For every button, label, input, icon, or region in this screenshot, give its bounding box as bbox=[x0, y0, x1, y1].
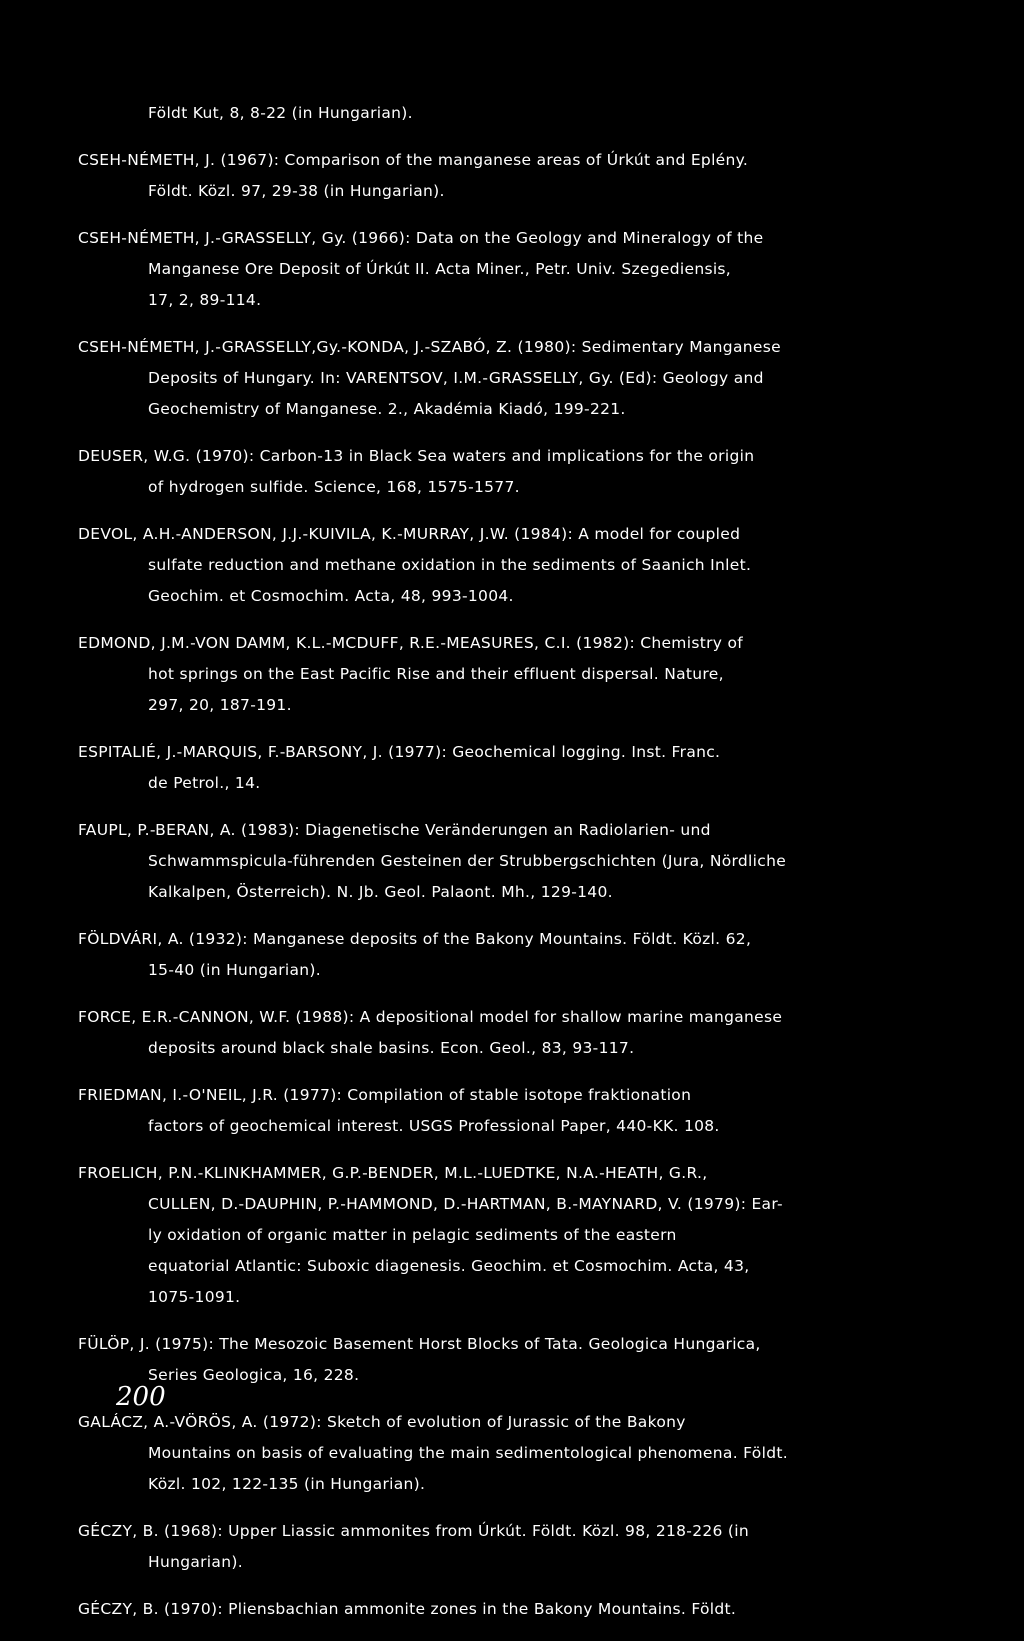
reference-entry bbox=[78, 519, 958, 612]
reference-line: ESPITALIÉ, J.-MARQUIS, F.-BARSONY, J. (1977): Geochemical logging. Inst. Franc. bbox=[78, 743, 721, 761]
reference-line: Kalkalpen, Österreich). N. Jb. Geol. Palaont. Mh., 129-140. bbox=[148, 883, 613, 901]
reference-entry bbox=[78, 1002, 958, 1064]
reference-line: GÉCZY, B. (1970): Pliensbachian ammonite zones in the Bakony Mountains. Földt. bbox=[78, 1600, 737, 1618]
reference-line: 15-40 (in Hungarian). bbox=[148, 961, 321, 979]
reference-line: sulfate reduction and methane oxidation in the sediments of Saanich Inlet. bbox=[148, 556, 752, 574]
reference-line: 17, 2, 89-114. bbox=[148, 291, 262, 309]
reference-entry bbox=[78, 737, 958, 799]
reference-line: 1075-1091. bbox=[148, 1288, 241, 1306]
reference-line: Schwammspicula-führenden Gesteinen der Strubbergschichten (Jura, Nördliche bbox=[148, 852, 787, 870]
reference-line: Közl. 102, 122-135 (in Hungarian). bbox=[148, 1475, 426, 1493]
reference-line: DEVOL, A.H.-ANDERSON, J.J.-KUIVILA, K.-MURRAY, J.W. (1984): A model for coupled bbox=[78, 525, 741, 543]
reference-line: deposits around black shale basins. Econ. Geol., 83, 93-117. bbox=[148, 1039, 635, 1057]
reference-line: Manganese Ore Deposit of Úrkút II. Acta Miner., Petr. Univ. Szegediensis, bbox=[148, 260, 732, 278]
reference-entry bbox=[78, 145, 958, 207]
reference-line: Földt Kut, 8, 8-22 (in Hungarian). bbox=[148, 104, 413, 122]
reference-line: equatorial Atlantic: Suboxic diagenesis. Geochim. et Cosmochim. Acta, 43, bbox=[148, 1257, 750, 1275]
reference-line: 297, 20, 187-191. bbox=[148, 696, 292, 714]
reference-entry bbox=[78, 815, 958, 908]
reference-line: CSEH-NÉMETH, J. (1967): Comparison of the manganese areas of Úrkút and Eplény. bbox=[78, 151, 749, 169]
reference-entry bbox=[78, 628, 958, 721]
reference-entry bbox=[78, 223, 958, 316]
reference-entry bbox=[78, 1329, 958, 1391]
reference-list bbox=[78, 98, 958, 1641]
reference-line: CULLEN, D.-DAUPHIN, P.-HAMMOND, D.-HARTMAN, B.-MAYNARD, V. (1979): Ear- bbox=[148, 1195, 783, 1213]
reference-line: factors of geochemical interest. USGS Professional Paper, 440-KK. 108. bbox=[148, 1117, 720, 1135]
reference-entry bbox=[78, 924, 958, 986]
reference-line: FÖLDVÁRI, A. (1932): Manganese deposits of the Bakony Mountains. Földt. Közl. 62, bbox=[78, 930, 752, 948]
reference-line: Geochemistry of Manganese. 2., Akadémia Kiadó, 199-221. bbox=[148, 400, 626, 418]
reference-line: GÉCZY, B. (1968): Upper Liassic ammonites from Úrkút. Földt. Közl. 98, 218-226 (in bbox=[78, 1522, 749, 1540]
reference-entry bbox=[78, 1594, 958, 1625]
reference-entry bbox=[78, 441, 958, 503]
reference-line: Deposits of Hungary. In: VARENTSOV, I.M.-GRASSELLY, Gy. (Ed): Geology and bbox=[148, 369, 764, 387]
reference-entry bbox=[78, 332, 958, 425]
page-number: 200 bbox=[116, 1382, 166, 1412]
reference-line: FORCE, E.R.-CANNON, W.F. (1988): A depositional model for shallow marine manganese bbox=[78, 1008, 783, 1026]
reference-line: CSEH-NÉMETH, J.-GRASSELLY, Gy. (1966): Data on the Geology and Mineralogy of the bbox=[78, 229, 764, 247]
reference-line: of hydrogen sulfide. Science, 168, 1575-1577. bbox=[148, 478, 520, 496]
reference-line: Földt. Közl. 97, 29-38 (in Hungarian). bbox=[148, 182, 445, 200]
reference-entry bbox=[78, 98, 958, 129]
reference-line: de Petrol., 14. bbox=[148, 774, 261, 792]
reference-entry bbox=[78, 1080, 958, 1142]
reference-entry bbox=[78, 1158, 958, 1313]
reference-line: Series Geologica, 16, 228. bbox=[148, 1366, 360, 1384]
reference-line: FRIEDMAN, I.-O'NEIL, J.R. (1977): Compilation of stable isotope fraktionation bbox=[78, 1086, 692, 1104]
reference-line: CSEH-NÉMETH, J.-GRASSELLY,Gy.-KONDA, J.-SZABÓ, Z. (1980): Sedimentary Manganese bbox=[78, 338, 781, 356]
reference-line: hot springs on the East Pacific Rise and their effluent dispersal. Nature, bbox=[148, 665, 724, 683]
reference-entry bbox=[78, 1407, 958, 1500]
reference-line: DEUSER, W.G. (1970): Carbon-13 in Black Sea waters and implications for the origin bbox=[78, 447, 755, 465]
reference-line: FÜLÖP, J. (1975): The Mesozoic Basement Horst Blocks of Tata. Geologica Hungarica, bbox=[78, 1335, 761, 1353]
reference-entry bbox=[78, 1516, 958, 1578]
reference-line: ly oxidation of organic matter in pelagic sediments of the eastern bbox=[148, 1226, 677, 1244]
reference-line: Hungarian). bbox=[148, 1553, 243, 1571]
reference-line: FAUPL, P.-BERAN, A. (1983): Diagenetische Veränderungen an Radiolarien- und bbox=[78, 821, 711, 839]
reference-line: EDMOND, J.M.-VON DAMM, K.L.-MCDUFF, R.E.-MEASURES, C.I. (1982): Chemistry of bbox=[78, 634, 743, 652]
reference-line: Geochim. et Cosmochim. Acta, 48, 993-1004. bbox=[148, 587, 514, 605]
reference-line: GALÁCZ, A.-VÖRÖS, A. (1972): Sketch of evolution of Jurassic of the Bakony bbox=[78, 1413, 686, 1431]
reference-line: Mountains on basis of evaluating the main sedimentological phenomena. Földt. bbox=[148, 1444, 788, 1462]
reference-line: FROELICH, P.N.-KLINKHAMMER, G.P.-BENDER, M.L.-LUEDTKE, N.A.-HEATH, G.R., bbox=[78, 1164, 708, 1182]
